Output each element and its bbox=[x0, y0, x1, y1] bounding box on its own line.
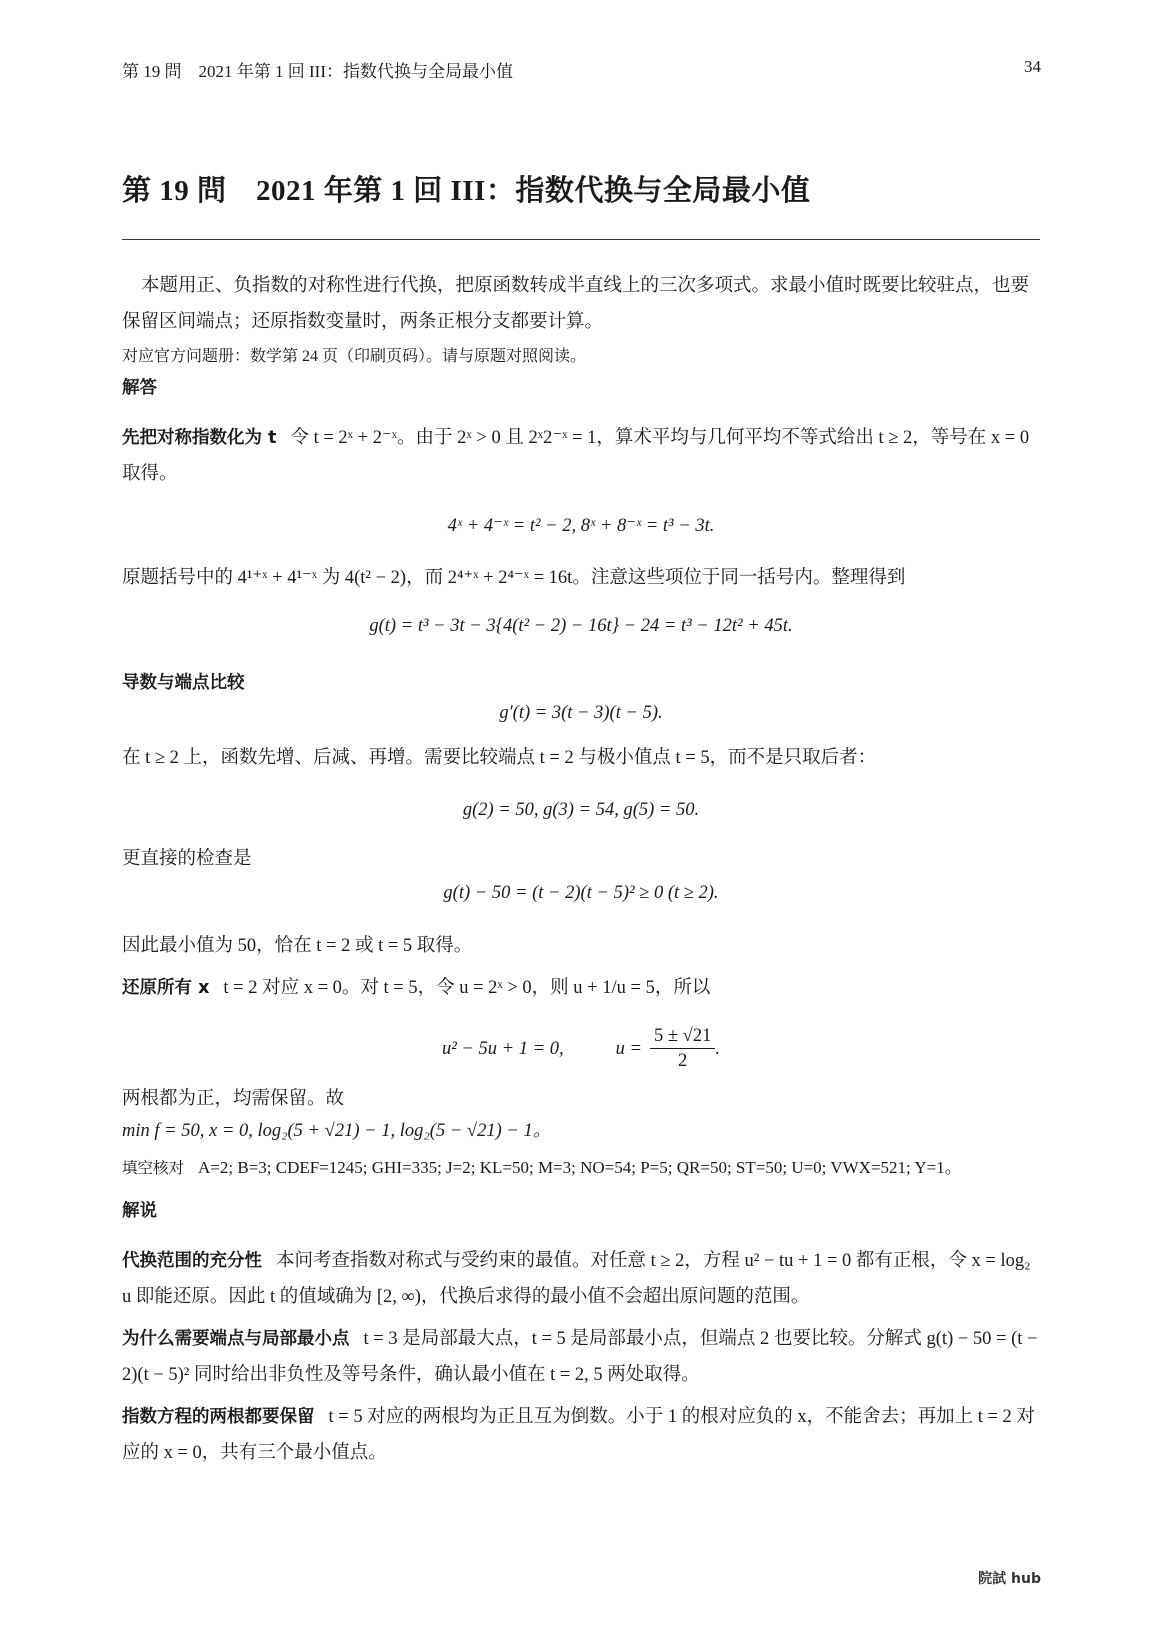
explanation-2-text: t = 3 是局部最大点，t = 5 是局部最小点，但端点 2 也要比较。分解式 g(t) − 50 = (t − 2)(t − 5)² 同时给出非负性及等号条件，确认最小值在 t = 2, 5 两处取得。 bbox=[122, 1329, 1038, 1385]
step3-lead: 还原所有 x bbox=[122, 978, 210, 998]
explanation-paragraph-1 bbox=[122, 1243, 1040, 1315]
step1-paragraph bbox=[122, 420, 1040, 492]
answer-heading: 解答 bbox=[122, 378, 157, 398]
step1-paragraph-2: 原题括号中的 4¹⁺ˣ + 4¹⁻ˣ 为 4(t² − 2)，而 2⁴⁺ˣ + 2⁴⁻ˣ = 16t。注意这些项位于同一括号内。整理得到 bbox=[122, 568, 906, 588]
title-divider bbox=[122, 239, 1040, 240]
equation-final-minimum: min f = 50, x = 0, log₂(5 + √21) − 1, log₂(5 − √21) − 1。 bbox=[122, 1121, 552, 1141]
intro-paragraph: 本题用正、负指数的对称性进行代换，把原函数转成半直线上的三次多项式。求最小值时既要比较驻点，也要保留区间端点；还原指数变量时，两条正根分支都要计算。 bbox=[122, 276, 1030, 332]
equation-g-of-t: g(t) = t³ − 3t − 3{4(t² − 2) − 16t} − 24 = t³ − 12t² + 45t. bbox=[369, 616, 793, 636]
running-header: 第 19 問 2021 年第 1 回 III：指数代换与全局最小值 bbox=[122, 62, 513, 81]
fraction-numerator: 5 ± √21 bbox=[650, 1024, 715, 1049]
main-content bbox=[122, 268, 1040, 1471]
step2-paragraph: 在 t ≥ 2 上，函数先增、后减、再增。需要比较端点 t = 2 与极小值点 t = 5，而不是只取后者： bbox=[122, 748, 877, 768]
equation-power-sums: 4ˣ + 4⁻ˣ = t² − 2, 8ˣ + 8⁻ˣ = t³ − 3t. bbox=[447, 516, 715, 536]
explanation-heading: 解说 bbox=[122, 1201, 157, 1221]
explanation-3-lead: 指数方程的两根都要保留 bbox=[122, 1407, 315, 1427]
explanation-paragraph-3 bbox=[122, 1399, 1040, 1471]
explanation-1-lead: 代换范围的充分性 bbox=[122, 1251, 262, 1271]
equation-quadratic: u² − 5u + 1 = 0, u = $\frac{5 \pm √21}{2}$ . bbox=[442, 1026, 720, 1071]
page-title: 第 19 問 2021 年第 1 回 III：指数代换与全局最小值 bbox=[122, 175, 811, 207]
step2-heading: 导数与端点比较 bbox=[122, 673, 245, 693]
step2-paragraph-2: 更直接的检查是 bbox=[122, 849, 252, 869]
step1-lead: 先把对称指数化为 t bbox=[122, 428, 277, 448]
explanation-paragraph-2 bbox=[122, 1321, 1040, 1393]
step3-paragraph bbox=[122, 970, 1040, 1006]
intro-reference-note: 对应官方问题册：数学第 24 页（印刷页码）。请与原题对照阅读。 bbox=[122, 348, 587, 365]
step2-conclusion: 因此最小值为 50，恰在 t = 2 或 t = 5 取得。 bbox=[122, 936, 473, 956]
fraction-denominator: 2 bbox=[678, 1051, 688, 1071]
explanation-3-text: t = 5 对应的两根均为正且互为倒数。小于 1 的根对应负的 x，不能舍去；再加上 t = 2 对应的 x = 0，共有三个最小值点。 bbox=[122, 1407, 1035, 1463]
step3-paragraph-2: 两根都为正，均需保留。故 bbox=[122, 1089, 345, 1109]
explanation-2-lead: 为什么需要端点与局部最小点 bbox=[122, 1329, 350, 1349]
equation-derivative: g′(t) = 3(t − 3)(t − 5). bbox=[499, 703, 663, 723]
equation-values: g(2) = 50, g(3) = 54, g(5) = 50. bbox=[462, 800, 700, 820]
step3-text: t = 2 对应 x = 0。对 t = 5，令 u = 2ˣ > 0，则 u + 1/u = 5，所以 bbox=[223, 978, 711, 998]
step1-text: 令 t = 2ˣ + 2⁻ˣ。由于 2ˣ > 0 且 2ˣ2⁻ˣ = 1，算术平均与几何平均不等式给出 t ≥ 2，等号在 x = 0 取得。 bbox=[122, 428, 1030, 484]
fraction-roots bbox=[650, 1024, 715, 1073]
explanation-1-text: 本问考查指数对称式与受约束的最值。对任意 t ≥ 2，方程 u² − tu + 1 = 0 都有正根，令 x = log₂ u 即能还原。因此 t 的值域确为 [2, ∞)，代换后求得的最小值不会超出原问题的范围。 bbox=[122, 1251, 1031, 1307]
footer-brand-mark: 院試 hub bbox=[978, 1571, 1041, 1587]
quadratic-u: u = bbox=[615, 1038, 643, 1059]
fill-check-paragraph bbox=[122, 1151, 1040, 1185]
fill-check-lead: 填空核对 bbox=[122, 1159, 185, 1177]
quadratic-left: u² − 5u + 1 = 0, bbox=[442, 1038, 564, 1059]
page-number: 34 bbox=[1024, 57, 1041, 76]
fill-check-text: A=2; B=3; CDEF=1245; GHI=335; J=2; KL=50; M=3; NO=54; P=5; QR=50; ST=50; U=0; VWX=521; Y=1。 bbox=[198, 1158, 962, 1177]
equation-factorization: g(t) − 50 = (t − 2)(t − 5)² ≥ 0 (t ≥ 2). bbox=[443, 883, 719, 903]
